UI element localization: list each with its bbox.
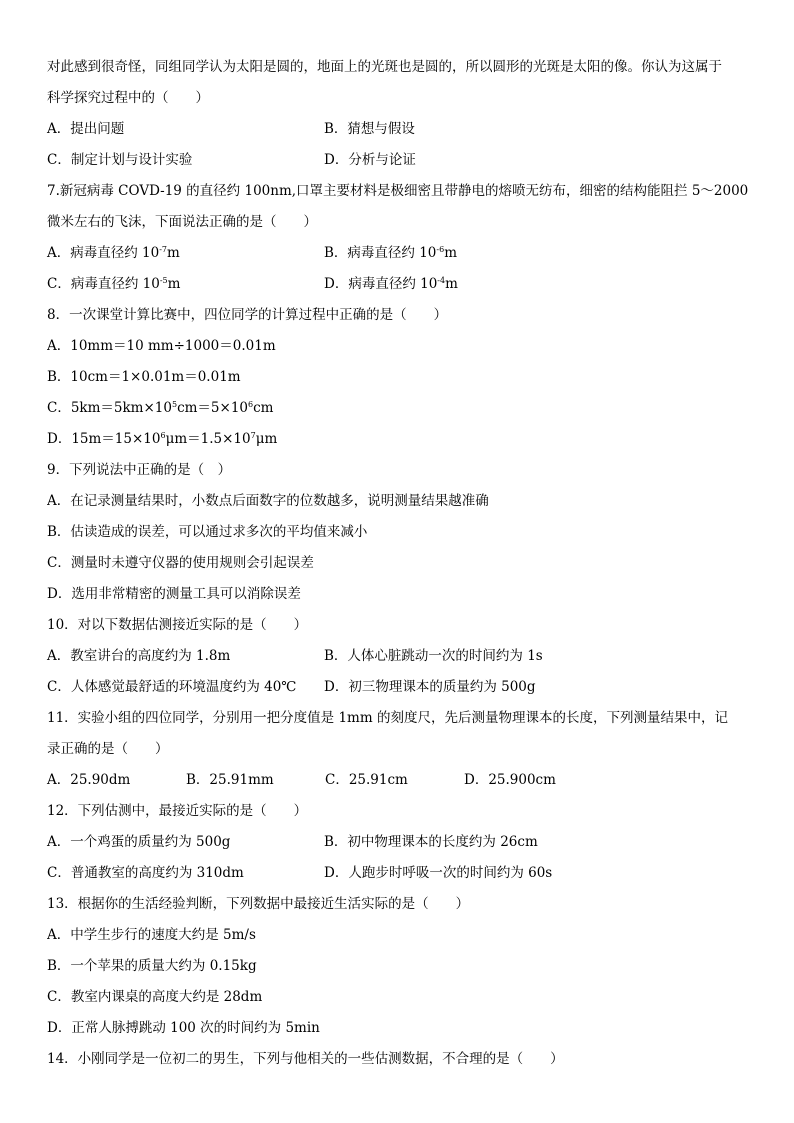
q11-stem-line2: 录正确的是（ ） [47,741,169,757]
q11-stem-line1: 11．实验小组的四位同学，分别用一把分度值是 1mm 的刻度尺，先后测量物理课本的长度，下列测量结果中，记 [47,710,728,726]
q6-option-c: C．制定计划与设计实验 [47,152,193,168]
q8-stem: 8．一次课堂计算比赛中，四位同学的计算过程中正确的是（ ） [47,307,448,323]
q7-option-a: A．病毒直径约 $10^{-7}m$ [47,245,180,261]
q10-option-b: B．人体心脏跳动一次的时间约为 1s [324,648,543,664]
q9-stem: 9．下列说法中正确的是（ ） [47,462,232,478]
q6-options-row2 [47,145,752,176]
q9-option-d: D．选用非常精密的测量工具可以消除误差 [47,586,301,602]
q8-option-c: C．$5km=5km\times 10^5cm=5\times 10^6cm$ [47,400,274,416]
q12-stem: 12．下列估测中，最接近实际的是（ ） [47,803,308,819]
q8-option-b: B．10cm＝1×0.01m＝0.01m [47,369,241,385]
q10-options-row2 [47,672,752,703]
q7-stem-line2: 微米左右的飞沫，下面说法正确的是（ ） [47,214,317,230]
q7-stem-line1: 7.新冠病毒 COVD-19 的直径约 100nm,口罩主要材料是极细密且带静电的熔喷无纺布，细密的结构能阻拦 5～2000 [47,183,749,199]
q9-option-a: A．在记录测量结果时，小数点后面数字的位数越多，说明测量结果越准确 [47,493,489,509]
q12-option-d: D．人跑步时呼吸一次的时间约为 60s [324,865,553,881]
q7-options-row1 [47,238,752,269]
q13-option-d: D．正常人脉搏跳动 100 次的时间约为 5min [47,1020,320,1036]
q6-option-a: A．提出问题 [47,121,125,137]
q10-option-d: D．初三物理课本的质量约为 500g [324,679,536,695]
exam-page [47,52,752,1075]
q14-stem: 14．小刚同学是一位初二的男生，下列与他相关的一些估测数据，不合理的是（ ） [47,1051,564,1067]
q6-option-d: D．分析与论证 [324,152,416,168]
q11-option-c: C．25.91cm [325,772,408,788]
q7-option-c: C．病毒直径约 $10^{-5}m$ [47,276,181,292]
q6-stem-line2: 科学探究过程中的（ ） [47,90,209,106]
q12-options-row1 [47,827,752,858]
q6-stem-line1: 对此感到很奇怪，同组同学认为太阳是圆的，地面上的光斑也是圆的，所以圆形的光斑是太阳的像。你认为这属于 [47,59,722,75]
q9-option-b: B．估读造成的误差，可以通过求多次的平均值来减小 [47,524,368,540]
q7-options-row2 [47,269,752,300]
q10-stem: 10．对以下数据估测接近实际的是（ ） [47,617,308,633]
q13-option-b: B．一个苹果的质量大约为 0.15kg [47,958,257,974]
q7-option-b: B．病毒直径约 $10^{-6}m$ [324,245,457,261]
q13-stem: 13．根据你的生活经验判断，下列数据中最接近生活实际的是（ ） [47,896,470,912]
q11-options-row [47,765,752,796]
q11-option-d: D．25.900cm [464,772,556,788]
q10-option-a: A．教室讲台的高度约为 1.8m [47,648,231,664]
q8-option-a: A．10mm＝10 mm÷1000＝0.01m [47,338,276,354]
q12-option-b: B．初中物理课本的长度约为 26cm [324,834,538,850]
q12-option-c: C．普通教室的高度约为 310dm [47,865,244,881]
q9-option-c: C．测量时未遵守仪器的使用规则会引起误差 [47,555,314,571]
q12-options-row2 [47,858,752,889]
q7-option-d: D．病毒直径约 $10^{-4}m$ [324,276,458,292]
q12-option-a: A．一个鸡蛋的质量约为 500g [47,834,231,850]
q6-options-row1 [47,114,752,145]
q13-option-a: A．中学生步行的速度大约是 5m/s [47,927,256,943]
q13-option-c: C．教室内课桌的高度大约是 28dm [47,989,263,1005]
q8-option-d: D．$15m=15\times 10^6\mu m=1.5\times 10^7\mu m$ [47,431,278,447]
q10-option-c: C．人体感觉最舒适的环境温度约为 40℃ [47,679,297,695]
q11-option-a: A．25.90dm [47,772,131,788]
q10-options-row1 [47,641,752,672]
q6-option-b: B．猜想与假设 [324,121,415,137]
q11-option-b: B．25.91mm [186,772,274,788]
